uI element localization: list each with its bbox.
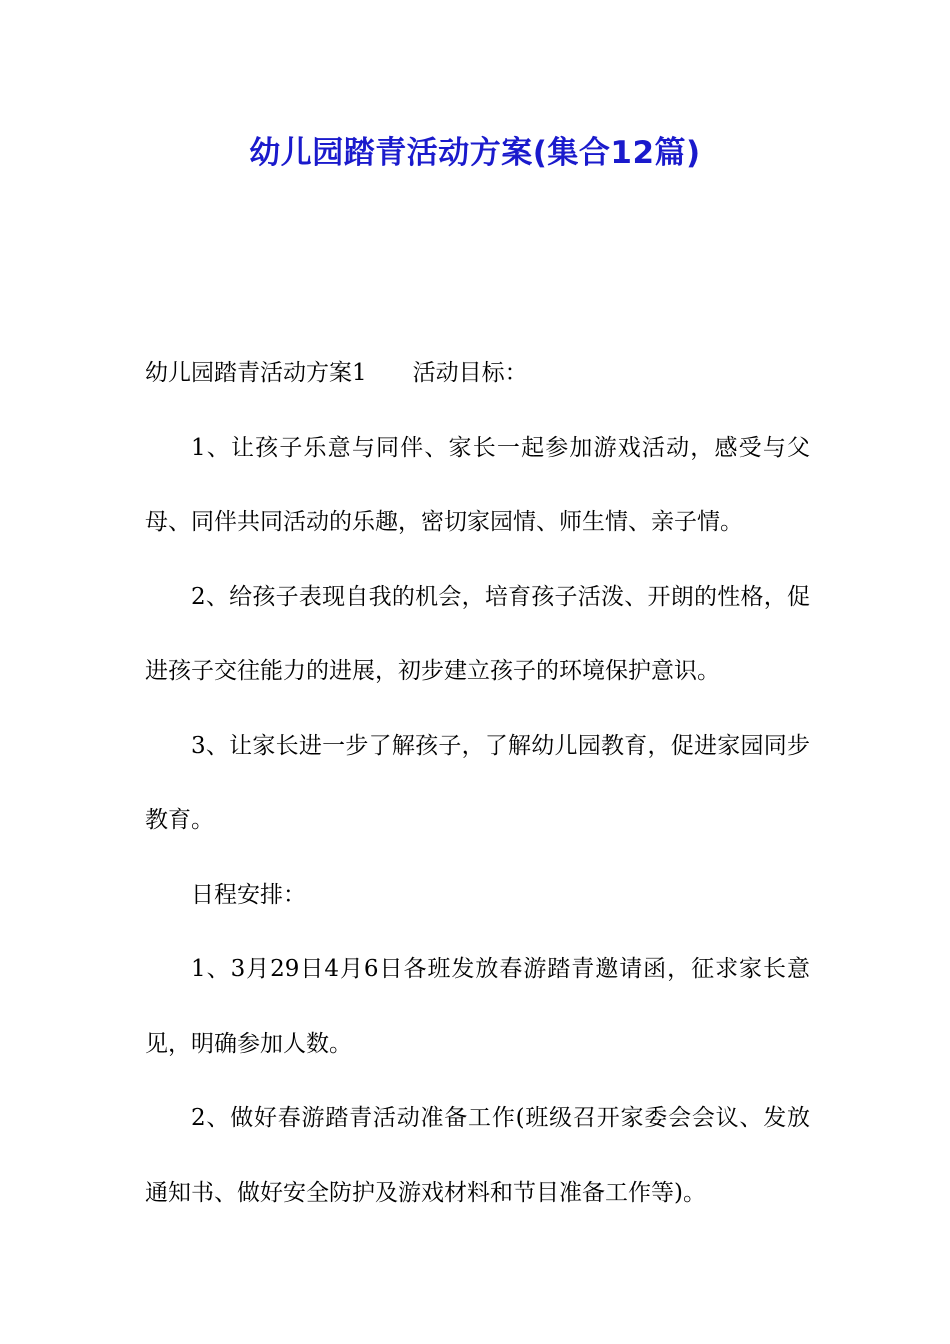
paragraph-goal-3: 3、让家长进一步了解孩子，了解幼儿园教育，促进家园同步教育。 [145,732,810,833]
paragraph-schedule-2: 2、做好春游踏青活动准备工作(班级召开家委会会议、发放通知书、做好安全防护及游戏材料和节目准备工作等)。 [145,1105,810,1206]
paragraph-schedule-1: 1、3月29日4月6日各班发放春游踏青邀请函，征求家长意见，明确参加人数。 [145,956,810,1057]
document-title: 幼儿园踏青活动方案(集合12篇) [249,135,701,171]
schedule-heading: 日程安排： [191,881,306,908]
paragraph-goal-1: 1、让孩子乐意与同伴、家长一起参加游戏活动，感受与父母、同伴共同活动的乐趣，密切家园情、师生情、亲子情。 [145,434,810,535]
paragraph-goal-2: 2、给孩子表现自我的机会，培育孩子活泼、开朗的性格，促进孩子交往能力的进展，初步建立孩子的环境保护意识。 [145,583,810,684]
document-body [145,336,810,1230]
goals-label: 活动目标： [412,360,528,386]
intro-line [145,336,810,411]
section-heading: 幼儿园踏青活动方案1 [145,360,367,386]
